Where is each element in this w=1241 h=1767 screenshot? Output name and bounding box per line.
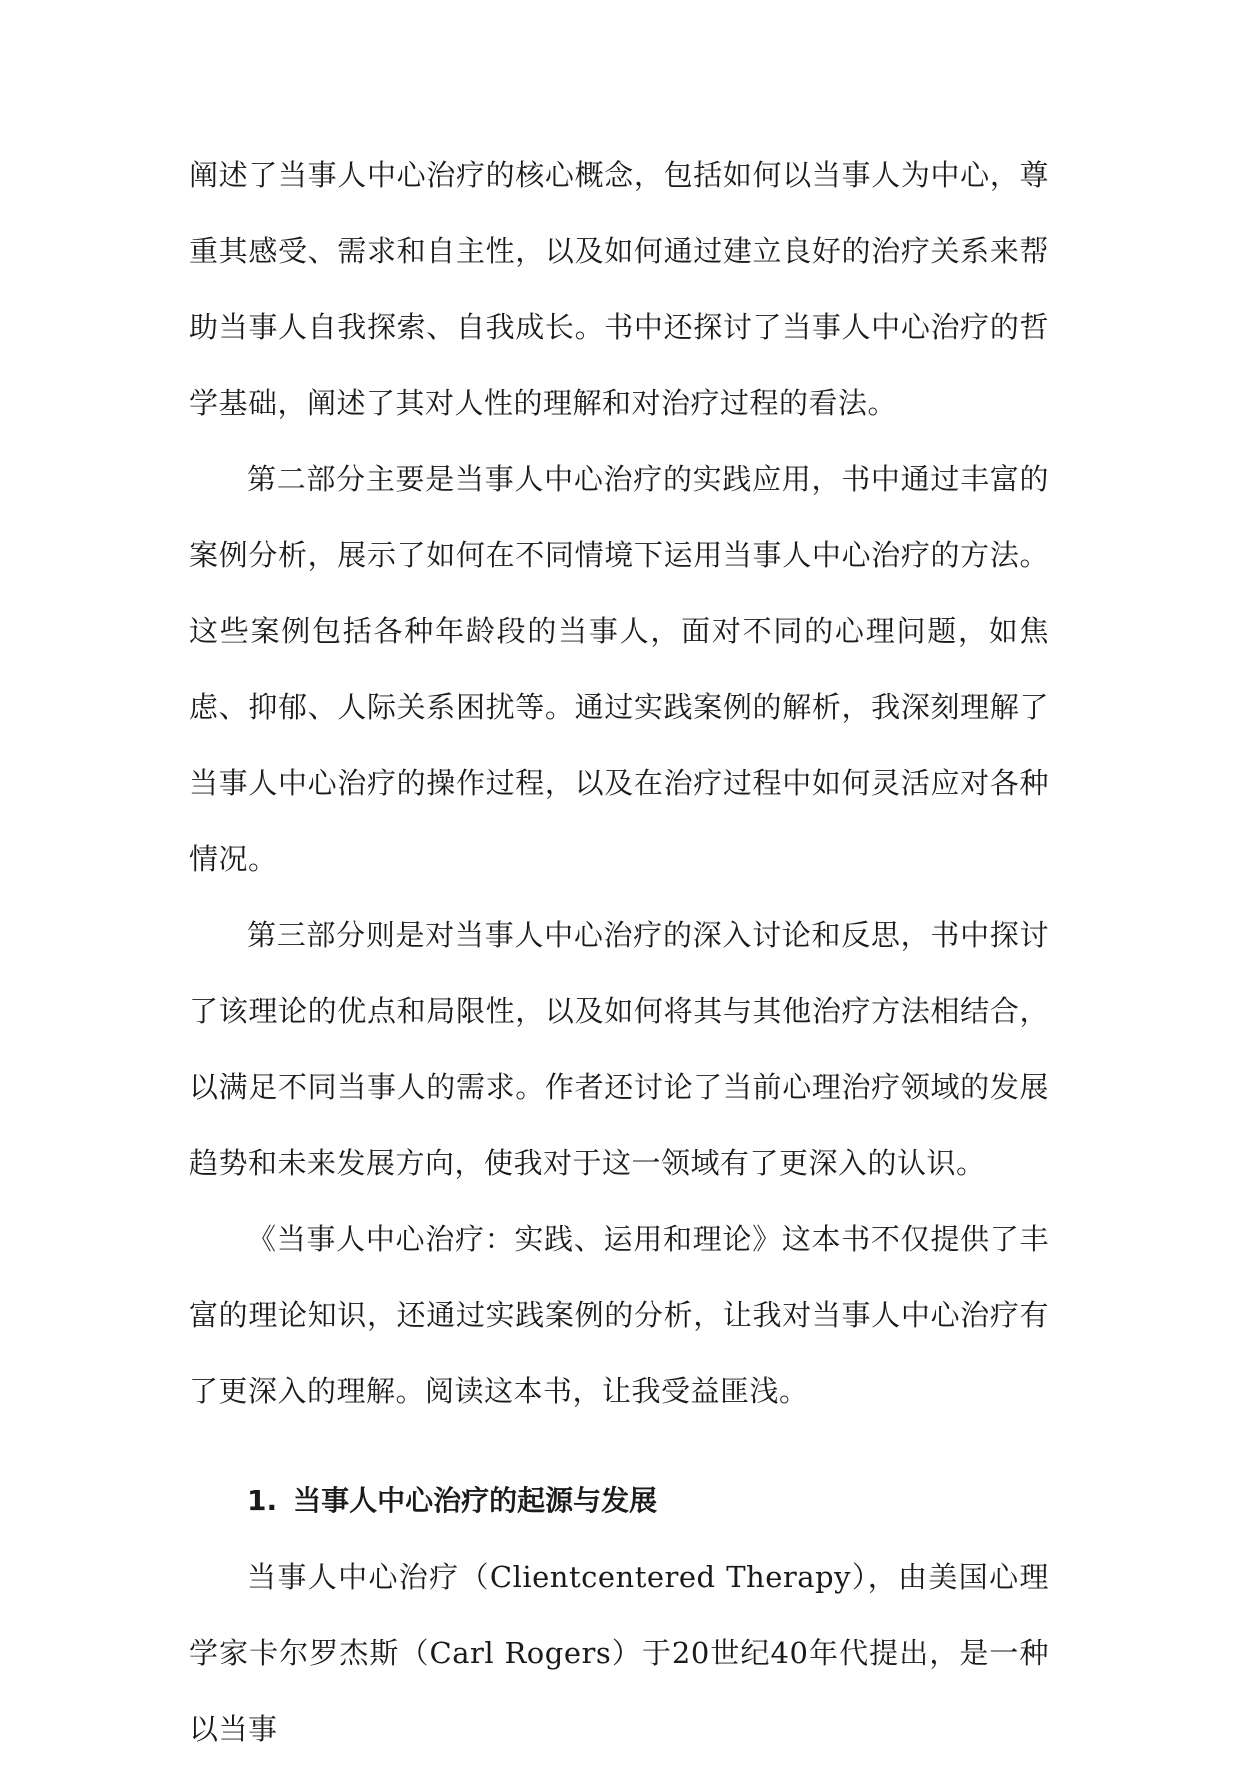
section-heading [189,1463,1049,1539]
paragraph-continuation: 阐述了当事人中心治疗的核心概念，包括如何以当事人为中心，尊重其感受、需求和自主性，以及如何通过建立良好的治疗关系来帮助当事人自我探索、自我成长。书中还探讨了当事人中心治疗的哲学基础，阐述了其对人性的理解和对治疗过程的看法。 [189,158,1049,420]
section-title: 当事人中心治疗的起源与发展 [293,1484,658,1517]
section-number: 1. [247,1484,278,1517]
paragraph-section-intro: 当事人中心治疗（Clientcentered Therapy），由美国心理学家卡尔罗杰斯（Carl Rogers）于20世纪40年代提出，是一种以当事 [189,1560,1049,1746]
paragraph-conclusion: 《当事人中心治疗：实践、运用和理论》这本书不仅提供了丰富的理论知识，还通过实践案例的分析，让我对当事人中心治疗有了更深入的理解。阅读这本书，让我受益匪浅。 [189,1222,1049,1408]
paragraph-part-two: 第二部分主要是当事人中心治疗的实践应用，书中通过丰富的案例分析，展示了如何在不同情境下运用当事人中心治疗的方法。这些案例包括各种年龄段的当事人，面对不同的心理问题，如焦虑、抑郁、人际关系困扰等。通过实践案例的解析，我深刻理解了当事人中心治疗的操作过程，以及在治疗过程中如何灵活应对各种情况。 [189,462,1049,876]
paragraph-part-three: 第三部分则是对当事人中心治疗的深入讨论和反思，书中探讨了该理论的优点和局限性，以及如何将其与其他治疗方法相结合，以满足不同当事人的需求。作者还讨论了当前心理治疗领域的发展趋势和未来发展方向，使我对于这一领域有了更深入的认识。 [189,918,1049,1180]
document-page [189,137,1049,1767]
